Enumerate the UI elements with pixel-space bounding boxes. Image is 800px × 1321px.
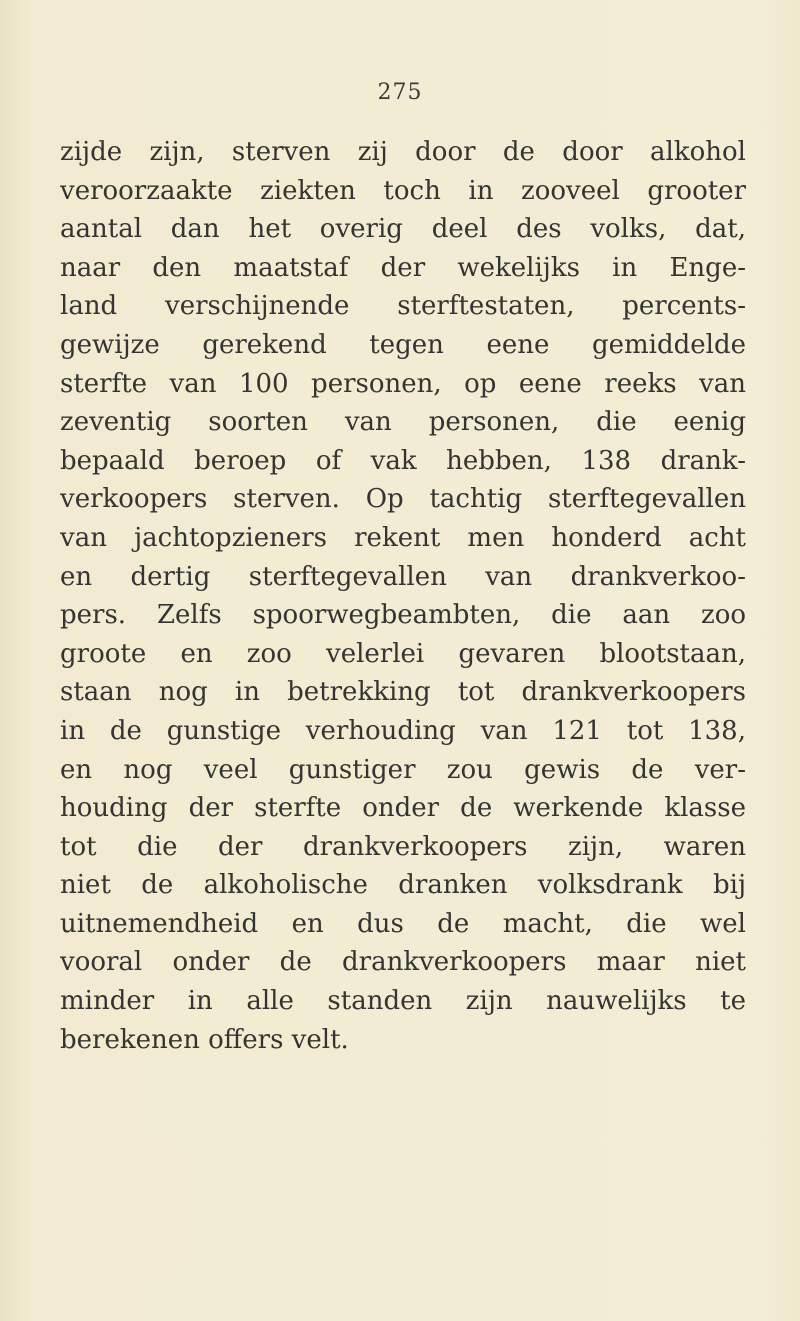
text-line: houding der sterfte onder de werkende klasse <box>60 793 746 824</box>
text-line: minder in alle standen zijn nauwelijks te <box>60 986 746 1017</box>
text-line: uitnemendheid en dus de macht, die wel <box>60 908 746 939</box>
text-line: sterfte van 100 personen, op eene reeks van <box>60 368 746 399</box>
text-line: tot die der drankverkoopers zijn, waren <box>60 831 746 862</box>
text-line: in de gunstige verhouding van 121 tot 138, <box>60 715 746 746</box>
text-line: pers. Zelfs spoorwegbeambten, die aan zoo <box>60 600 746 631</box>
text-line: zijde zijn, sterven zij door de door alkohol <box>60 137 746 167</box>
text-line: en nog veel gunstiger zou gewis de ver- <box>60 754 746 785</box>
text-line: naar den maatstaf der wekelijks in Enge- <box>60 252 746 283</box>
body-text <box>60 133 746 1059</box>
text-line: bepaald beroep of vak hebben, 138 drank- <box>60 445 746 476</box>
text-line: gewijze gerekend tegen eene gemiddelde <box>60 329 746 360</box>
text-line: veroorzaakte ziekten toch in zooveel grooter <box>60 175 746 206</box>
text-line: land verschijnende sterftestaten, percents- <box>60 291 746 322</box>
text-line: berekenen offers velt. <box>60 1024 349 1055</box>
text-line: en dertig sterftegevallen van drankverkoo- <box>60 561 746 592</box>
text-line: groote en zoo velerlei gevaren blootstaan, <box>60 638 746 669</box>
text-line: vooral onder de drankverkoopers maar niet <box>60 947 746 978</box>
text-line: verkoopers sterven. Op tachtig sterftegevallen <box>60 484 746 515</box>
page-number: 275 <box>377 80 423 105</box>
text-line: van jachtopzieners rekent men honderd acht <box>60 522 746 553</box>
text-line: staan nog in betrekking tot drankverkoopers <box>60 677 746 708</box>
text-line: aantal dan het overig deel des volks, dat, <box>60 214 746 245</box>
text-line: zeventig soorten van personen, die eenig <box>60 407 746 438</box>
text-line: niet de alkoholische dranken volksdrank bij <box>60 870 746 901</box>
